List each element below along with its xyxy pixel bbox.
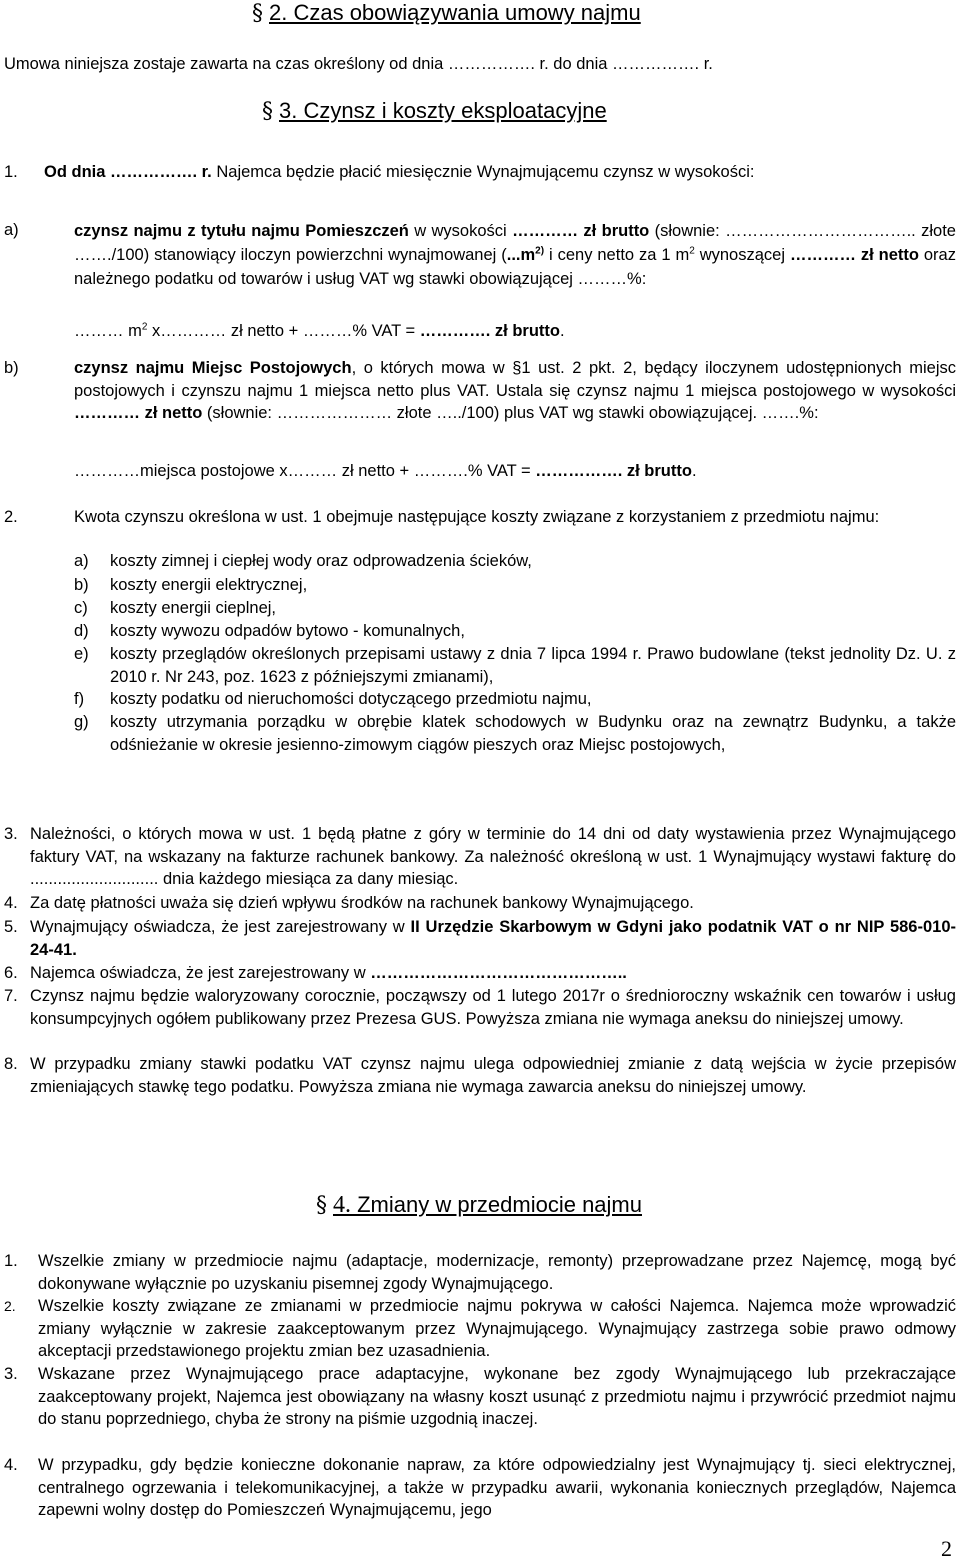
section-4-item: W przypadku, gdy będzie konieczne dokonanie napraw, za które odpowiedzialny jest Wynajmujący tj. sieci elektrycznej, centralnego ogrzewania i telekomunikacyjnej, a także w przypadku awarii, wykonania koniecznych przeglądów, Najemca zapewni wolny dostęp do Pomieszczeń Wynajmującemu, jego [38,1456,956,1519]
cost-item-label: a) [74,552,89,570]
section-4-title-wrap [333,1192,642,1217]
section-3-item-4: Za datę płatności uważa się dzień wpływu środków na rachunek bankowy Wynajmującego. [30,894,694,912]
superscript: 2) [535,245,545,257]
sub-label: b) [4,359,19,377]
item-number: 2. [4,508,18,526]
bold-text: czynsz najmu Miejsc Postojowych [74,359,352,377]
section-3-item-6 [30,962,956,985]
section-4-title: Zmiany w przedmiocie najmu [351,1192,642,1217]
item-number: 3. [4,825,18,843]
bold-text: ………… zł netto [789,246,919,264]
text: Wynajmujący oświadcza, że jest zarejestrowany w [30,918,411,936]
text: wynoszącej [694,246,790,264]
section-3-item-7: Czynsz najmu będzie waloryzowany corocznie, począwszy od 1 lutego 2017r o średnioroczny wskaźnik cen towarów i usług konsumpcyjnych ogółem publikowany przez Prezesa GUS. Powyższa zmiana nie wymaga aneksu do niniejszej umowy. [30,987,956,1028]
sub-label: a) [4,221,19,239]
cost-item: koszty zimnej i ciepłej wody oraz odprowadzenia ścieków, [110,552,532,570]
superscript: 2 [141,321,148,333]
item-text: Najemca będzie płacić miesięcznie Wynajmującemu czynsz w wysokości: [211,163,755,181]
bold-text: ...m [506,246,536,264]
text: w wysokości [408,222,513,240]
rent-premises-clause [74,219,956,291]
section-3-item-8: W przypadku zmiany stawki podatku VAT czynsz najmu ulega odpowiedniej zmianie z datą wejścia w życie przepisów zmieniających stawkę tego podatku. Powyższa zmiana nie wymaga zawarcia aneksu do niniejszej umowy. [30,1055,956,1096]
item-number: 1. [4,1252,18,1270]
tax-office-info: II Urzędzie Skarbowym w Gdyni jako podatnik VAT o nr NIP 586-010-24-41. [30,918,956,959]
item-number: 3. [4,1365,18,1383]
cost-item: koszty przeglądów określonych przepisami ustawy z dnia 7 lipca 1994 r. Prawo budowlane (tekst jednolity Dz. U. z 2010 r. Nr 243, poz. 1623 z późniejszymi zmianami), [110,645,956,686]
start-date: Od dnia ……………. r. [44,163,212,181]
text: …………miejsca postojowe x……… zł netto + ……….% VAT = [74,462,536,480]
section-3-title: 3. Czynsz i koszty eksploatacyjne [279,98,607,123]
text: . [559,322,565,340]
item-number: 6. [4,964,18,982]
section-4-heading [316,1192,642,1219]
bold-text: ……………. zł brutto [535,462,692,480]
cost-item: koszty energii cieplnej, [110,599,276,617]
item-number: 7. [4,987,18,1005]
cost-item-label: g) [74,713,89,731]
cost-item: koszty utrzymania porządku w obrębie klatek schodowych w Budynku oraz na zewnątrz Budynku, a także odśnieżanie w okresie jesienno-zimowym ciągów pieszych oraz Miejsc postojowych, [110,713,956,754]
bold-text: ………… zł netto [74,404,203,422]
bold-text: …………. zł brutto [419,322,560,340]
section-4-item: Wszelkie zmiany w przedmiocie najmu (adaptacje, modernizacje, remonty) przeprowadzane przez Najemcę, mogą być dokonywane wyłącznie po uzyskaniu pisemnej zgody Wynajmującego. [38,1252,956,1293]
page-number: 2 [941,1535,952,1561]
item-number: 4. [4,1456,18,1474]
section-2-heading [252,0,641,27]
item-number: 2. [4,1298,16,1314]
cost-item-label: e) [74,645,89,663]
cost-item: koszty podatku od nieruchomości dotyczącego przedmiotu najmu, [110,690,592,708]
item-number: 1. [4,163,18,181]
item-number: 5. [4,918,18,936]
section-3-item-5 [30,916,956,961]
section-4-number: 4. [333,1192,351,1218]
text: i ceny netto za 1 m [544,246,690,264]
rent-parking-clause [74,357,956,425]
cost-item: koszty energii elektrycznej, [110,576,308,594]
text: . [691,462,697,480]
text: (słownie: …………………………….. złote ……./100) stanowiący iloczyn powierzchni wynajmowanej ( [74,222,956,264]
cost-item-label: d) [74,622,89,640]
text: Najemca oświadcza, że jest zarejestrowany w [30,964,371,982]
cost-item-label: c) [74,599,88,617]
rent-premises-calculation [74,320,956,343]
item-number: 8. [4,1055,18,1073]
section-4-item: Wskazane przez Wynajmującego prace adaptacyjne, wykonane bez zgody Wynajmującego lub przekraczające zaakceptowany projekt, Najemca jest obowiązany na własny koszt usunąć z przedmiotu najmu i przywrócić przedmiot najmu do stanu poprzedniego, chyba że strony na piśmie uzgodnią inaczej. [38,1365,956,1428]
bold-text: ……………………………………….. [370,964,627,982]
text: ……… m [74,322,142,340]
paragraph-symbol: § [316,1193,327,1218]
text: (słownie: ………………… złote …../100) plus VAT wg stawki obowiązującej. …….%: [202,404,819,422]
text: , o których mowa w §1 ust. 2 pkt. 2, będący iloczynem udostępnionych miejsc postojowych i czynszu najmu 1 miejsca netto plus VAT. Ustala się czynsz najmu 1 miejsca postojowego w wysokości [74,359,956,400]
section-4-item: Wszelkie koszty związane ze zmianami w przedmiocie najmu pokrywa w całości Najemca. Najemca może wprowadzić zmiany wyłącznie w zakresie zaakceptowanym przez Wynajmującego. Wynajmujący zastrzega sobie prawo odmowy akceptacji przedstawionego projektu zmian bez uzasadnienia. [38,1297,956,1360]
superscript: 2 [689,245,695,257]
section-3-item-1 [44,161,956,184]
section-3-item-3: Należności, o których mowa w ust. 1 będą płatne z góry w terminie do 14 dni od daty wystawienia przez Wynajmującego faktury VAT, na wskazany na fakturze rachunek bankowy. Za należność określoną w ust. 1 Wynajmujący wystawi fakturę do ............................ dnia każdego miesiąca za dany miesiąc. [30,825,956,888]
text: oraz należnego podatku od towarów i usług VAT wg stawki obowiązującej ………%: [74,246,956,288]
section-2-text: Umowa niniejsza zostaje zawarta na czas określony od dnia ……………. r. do dnia ……………. r. [4,55,713,73]
section-3-heading [262,98,607,125]
rent-parking-calculation [74,460,934,483]
item-number: 4. [4,894,18,912]
bold-text: czynsz najmu z tytułu najmu Pomieszczeń [74,222,409,240]
bold-text: ………… zł brutto [512,222,650,240]
cost-item-label: b) [74,576,89,594]
text: x………… zł netto + ………% VAT = [147,322,420,340]
cost-item-label: f) [74,690,85,708]
paragraph-symbol: § [262,99,273,124]
section-3-item-2: Kwota czynszu określona w ust. 1 obejmuje następujące koszty związane z korzystaniem z przedmiotu najmu: [74,508,880,526]
section-2-title: 2. Czas obowiązywania umowy najmu [269,0,641,25]
cost-item: koszty wywozu odpadów bytowo - komunalnych, [110,622,465,640]
paragraph-symbol: § [252,1,263,26]
